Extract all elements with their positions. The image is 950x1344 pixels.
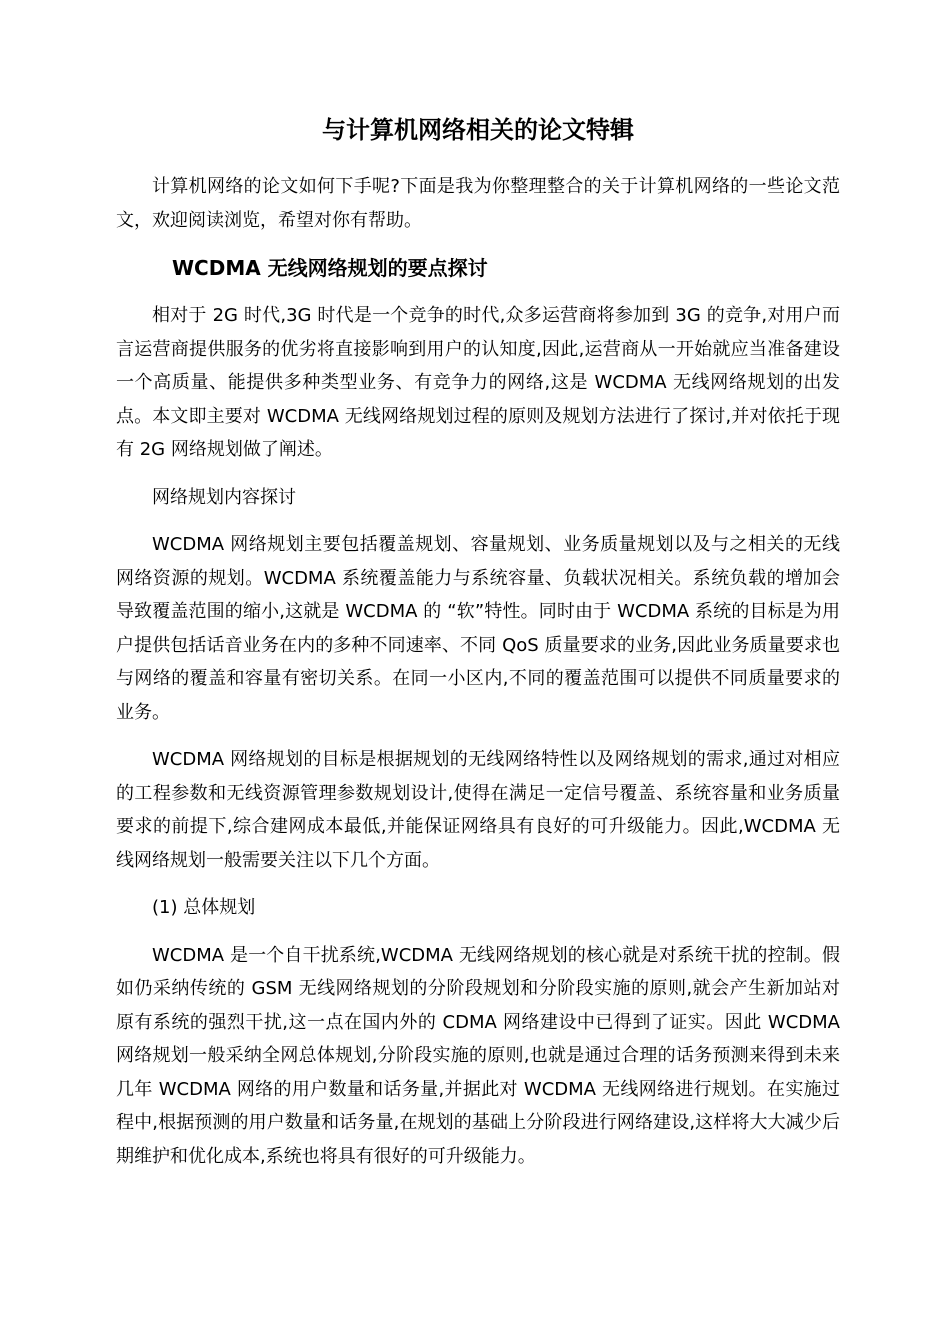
subsection-label-overall: (1) 总体规划 (152, 897, 256, 918)
body-paragraph-2: WCDMA 网络规划主要包括覆盖规划、容量规划、业务质量规划以及与之相关的无线网络资源的规划。WCDMA 系统覆盖能力与系统容量、负载状况相关。系统负载的增加会导致覆盖范围的缩小,这就是 WCDMA 的 “软”特性。同时由于 WCDMA 系统的目标是为用户提供包括话音业务在内的多种不同速率、不同 QoS 质量要求的业务,因此业务质量要求也与网络的覆盖和容量有密切关系。在同一小区内,不同的覆盖范围可以提供不同质量要求的业务。 (116, 534, 840, 723)
body-paragraph-3: WCDMA 网络规划的目标是根据规划的无线网络特性以及网络规划的需求,通过对相应的工程参数和无线资源管理参数规划设计,使得在满足一定信号覆盖、系统容量和业务质量要求的前提下,综合建网成本最低,并能保证网络具有良好的可升级能力。因此,WCDMA 无线网络规划一般需要关注以下几个方面。 (116, 749, 840, 871)
document-page (116, 112, 840, 1187)
document-title: 与计算机网络相关的论文特辑 (322, 116, 634, 144)
subsection-label-content: 网络规划内容探讨 (152, 486, 296, 508)
body-paragraph-1: 相对于 2G 时代,3G 时代是一个竞争的时代,众多运营商将参加到 3G 的竞争,对用户而言运营商提供服务的优劣将直接影响到用户的认知度,因此,运营商从一开始就应当准备建设一个高质量、能提供多种类型业务、有竞争力的网络,这是 WCDMA 无线网络规划的出发点。本文即主要对 WCDMA 无线网络规划过程的原则及规划方法进行了探讨,并对依托于现有 2G 网络规划做了阐述。 (116, 305, 840, 460)
section-heading: WCDMA 无线网络规划的要点探讨 (172, 256, 488, 280)
intro-paragraph: 计算机网络的论文如何下手呢?下面是我为你整理整合的关于计算机网络的一些论文范文，欢迎阅读浏览，希望对你有帮助。 (116, 176, 840, 231)
body-paragraph-4: WCDMA 是一个自干扰系统,WCDMA 无线网络规划的核心就是对系统干扰的控制。假如仍采纳传统的 GSM 无线网络规划的分阶段规划和分阶段实施的原则,就会产生新加站对原有系统的强烈干扰,这一点在国内外的 CDMA 网络建设中已得到了证实。因此 WCDMA 网络规划一般采纳全网总体规划,分阶段实施的原则,也就是通过合理的话务预测来得到未来几年 WCDMA 网络的用户数量和话务量,并据此对 WCDMA 无线网络进行规划。在实施过程中,根据预测的用户数量和话务量,在规划的基础上分阶段进行网络建设,这样将大大减少后期维护和优化成本,系统也将具有很好的可升级能力。 (116, 944, 840, 1167)
